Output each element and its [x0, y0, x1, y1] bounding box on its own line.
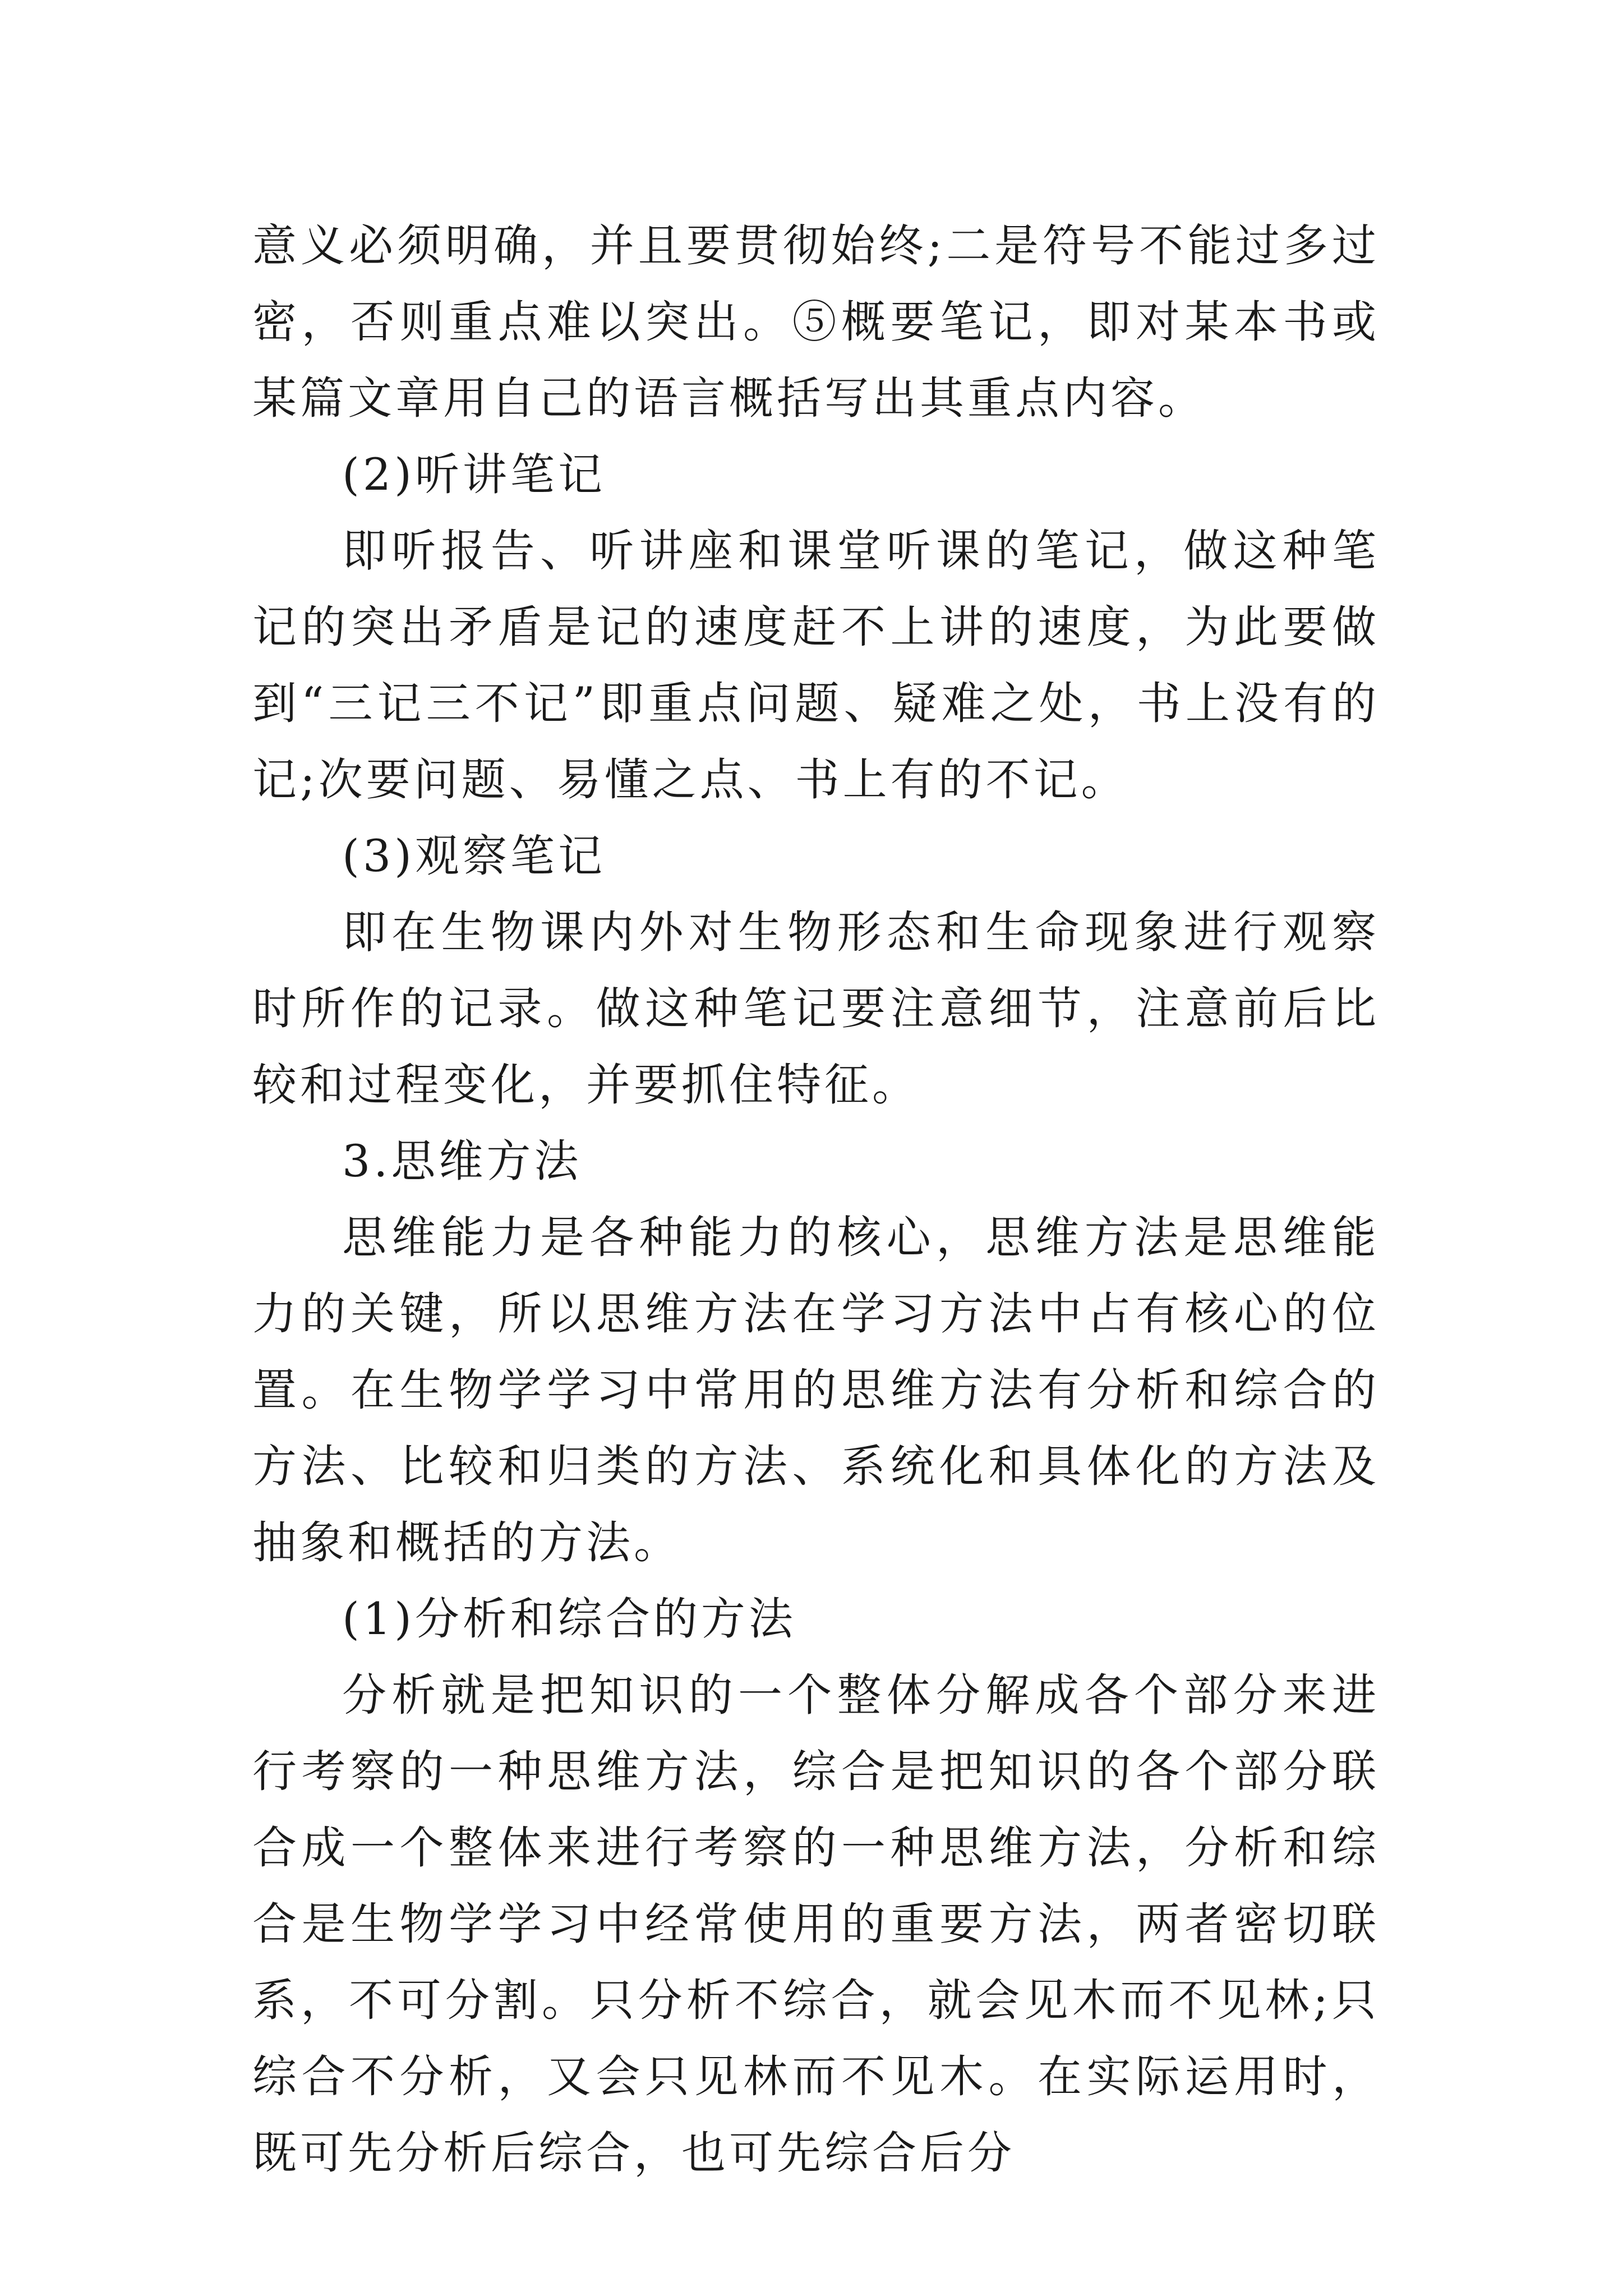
- section-heading-analysis-synthesis: (1)分析和综合的方法: [342, 1593, 796, 1645]
- section-heading-thinking-methods: 3.思维方法: [342, 1135, 582, 1187]
- paragraph-observation-notes: 即在生物课内外对生物形态和生命现象进行观察时所作的记录。做这种笔记要注意细节，注意前后比较和过程变化，并要抓住特征。: [252, 907, 1380, 1111]
- paragraph-continuation: 意义必须明确，并且要贯彻始终;二是符号不能过多过密，否则重点难以突出。⑤概要笔记，即对某本书或某篇文章用自己的语言概括写出其重点内容。: [252, 220, 1380, 424]
- section-heading-lecture-notes: (2)听讲笔记: [342, 449, 606, 500]
- paragraph-lecture-notes: 即听报告、听讲座和课堂听课的笔记，做这种笔记的突出矛盾是记的速度赶不上讲的速度，为此要做到“三记三不记”即重点问题、疑难之处，书上没有的记;次要问题、易懂之点、书上有的不记。: [252, 525, 1380, 806]
- paragraph-analysis-synthesis: 分析就是把知识的一个整体分解成各个部分来进行考察的一种思维方法，综合是把知识的各个部分联合成一个整体来进行考察的一种思维方法，分析和综合是生物学学习中经常使用的重要方法，两者密切联系，不可分割。只分析不综合，就会见木而不见林;只综合不分析，又会只见林而不见木。在实际运用时，既可先分析后综合，也可先综合后分: [252, 1669, 1380, 2179]
- paragraph-thinking-methods: 思维能力是各种能力的核心，思维方法是思维能力的关键，所以思维方法在学习方法中占有核心的位置。在生物学学习中常用的思维方法有分析和综合的方法、比较和归类的方法、系统化和具体化的方法及抽象和概括的方法。: [252, 1212, 1380, 1568]
- section-heading-observation-notes: (3)观察笔记: [342, 830, 606, 882]
- document-body: [252, 208, 1380, 2191]
